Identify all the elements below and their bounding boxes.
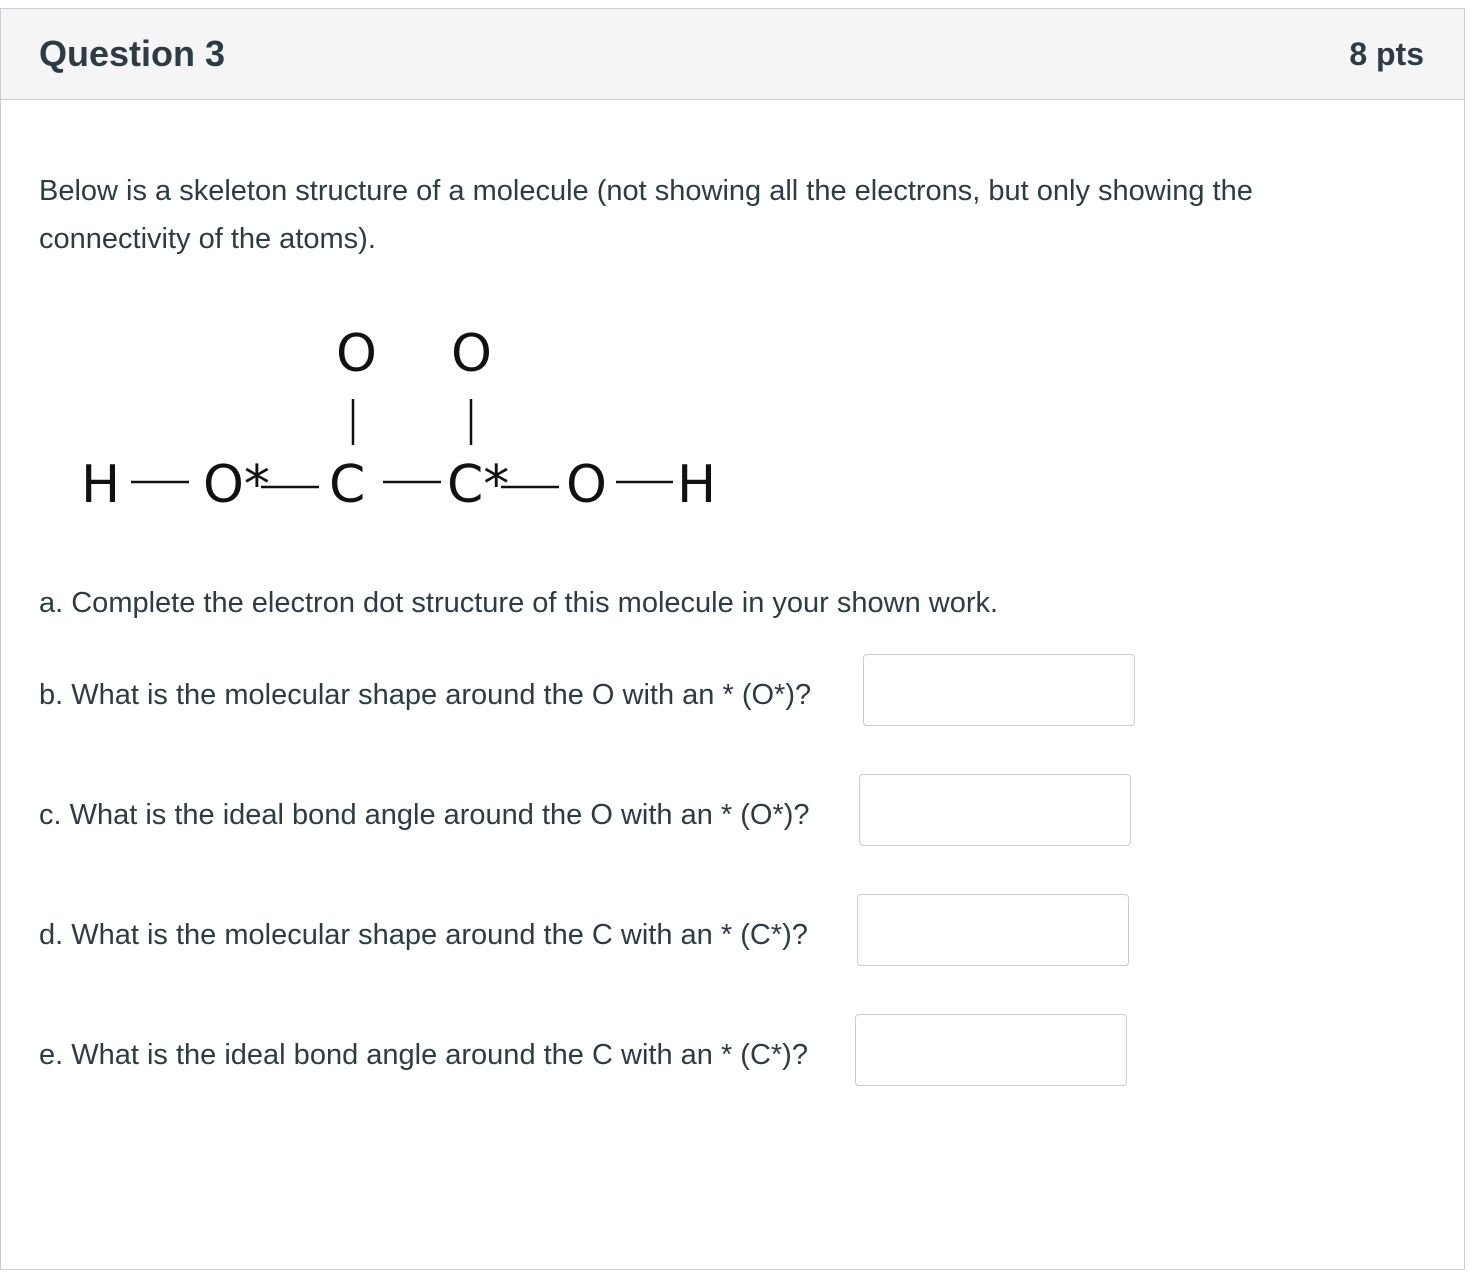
atom-c: C (329, 455, 366, 515)
molecule-skeleton-structure (61, 309, 761, 529)
part-b-answer-input[interactable] (863, 654, 1135, 726)
question-intro: Below is a skeleton structure of a molecule (not showing all the electrons, but only showing the connectivity of the atoms). (39, 175, 1253, 255)
atom-o-star: O* (203, 455, 270, 515)
atom-o: O (566, 455, 607, 515)
atom-h-left: H (81, 455, 121, 515)
part-a-text: a. Complete the electron dot structure of this molecule in your shown work. (39, 587, 999, 619)
top-oxygen-right: O (451, 324, 492, 384)
part-c-text: c. What is the ideal bond angle around the O with an * (O*)? (39, 799, 810, 831)
part-e-text: e. What is the ideal bond angle around the C with an * (C*)? (39, 1039, 808, 1071)
question-title: Question 3 (39, 33, 226, 74)
part-d-text: d. What is the molecular shape around the C with an * (C*)? (39, 919, 808, 951)
atom-h-right: H (677, 455, 717, 515)
question-points: 8 pts (1349, 36, 1424, 72)
part-d-answer-input[interactable] (857, 894, 1129, 966)
atom-c-star: C* (447, 455, 510, 515)
part-b-text: b. What is the molecular shape around the O with an * (O*)? (39, 679, 812, 711)
question-header (1, 9, 1464, 100)
top-oxygen-left: O (336, 324, 377, 384)
part-e-answer-input[interactable] (855, 1014, 1127, 1086)
question-card (0, 8, 1465, 1270)
part-c-answer-input[interactable] (859, 774, 1131, 846)
